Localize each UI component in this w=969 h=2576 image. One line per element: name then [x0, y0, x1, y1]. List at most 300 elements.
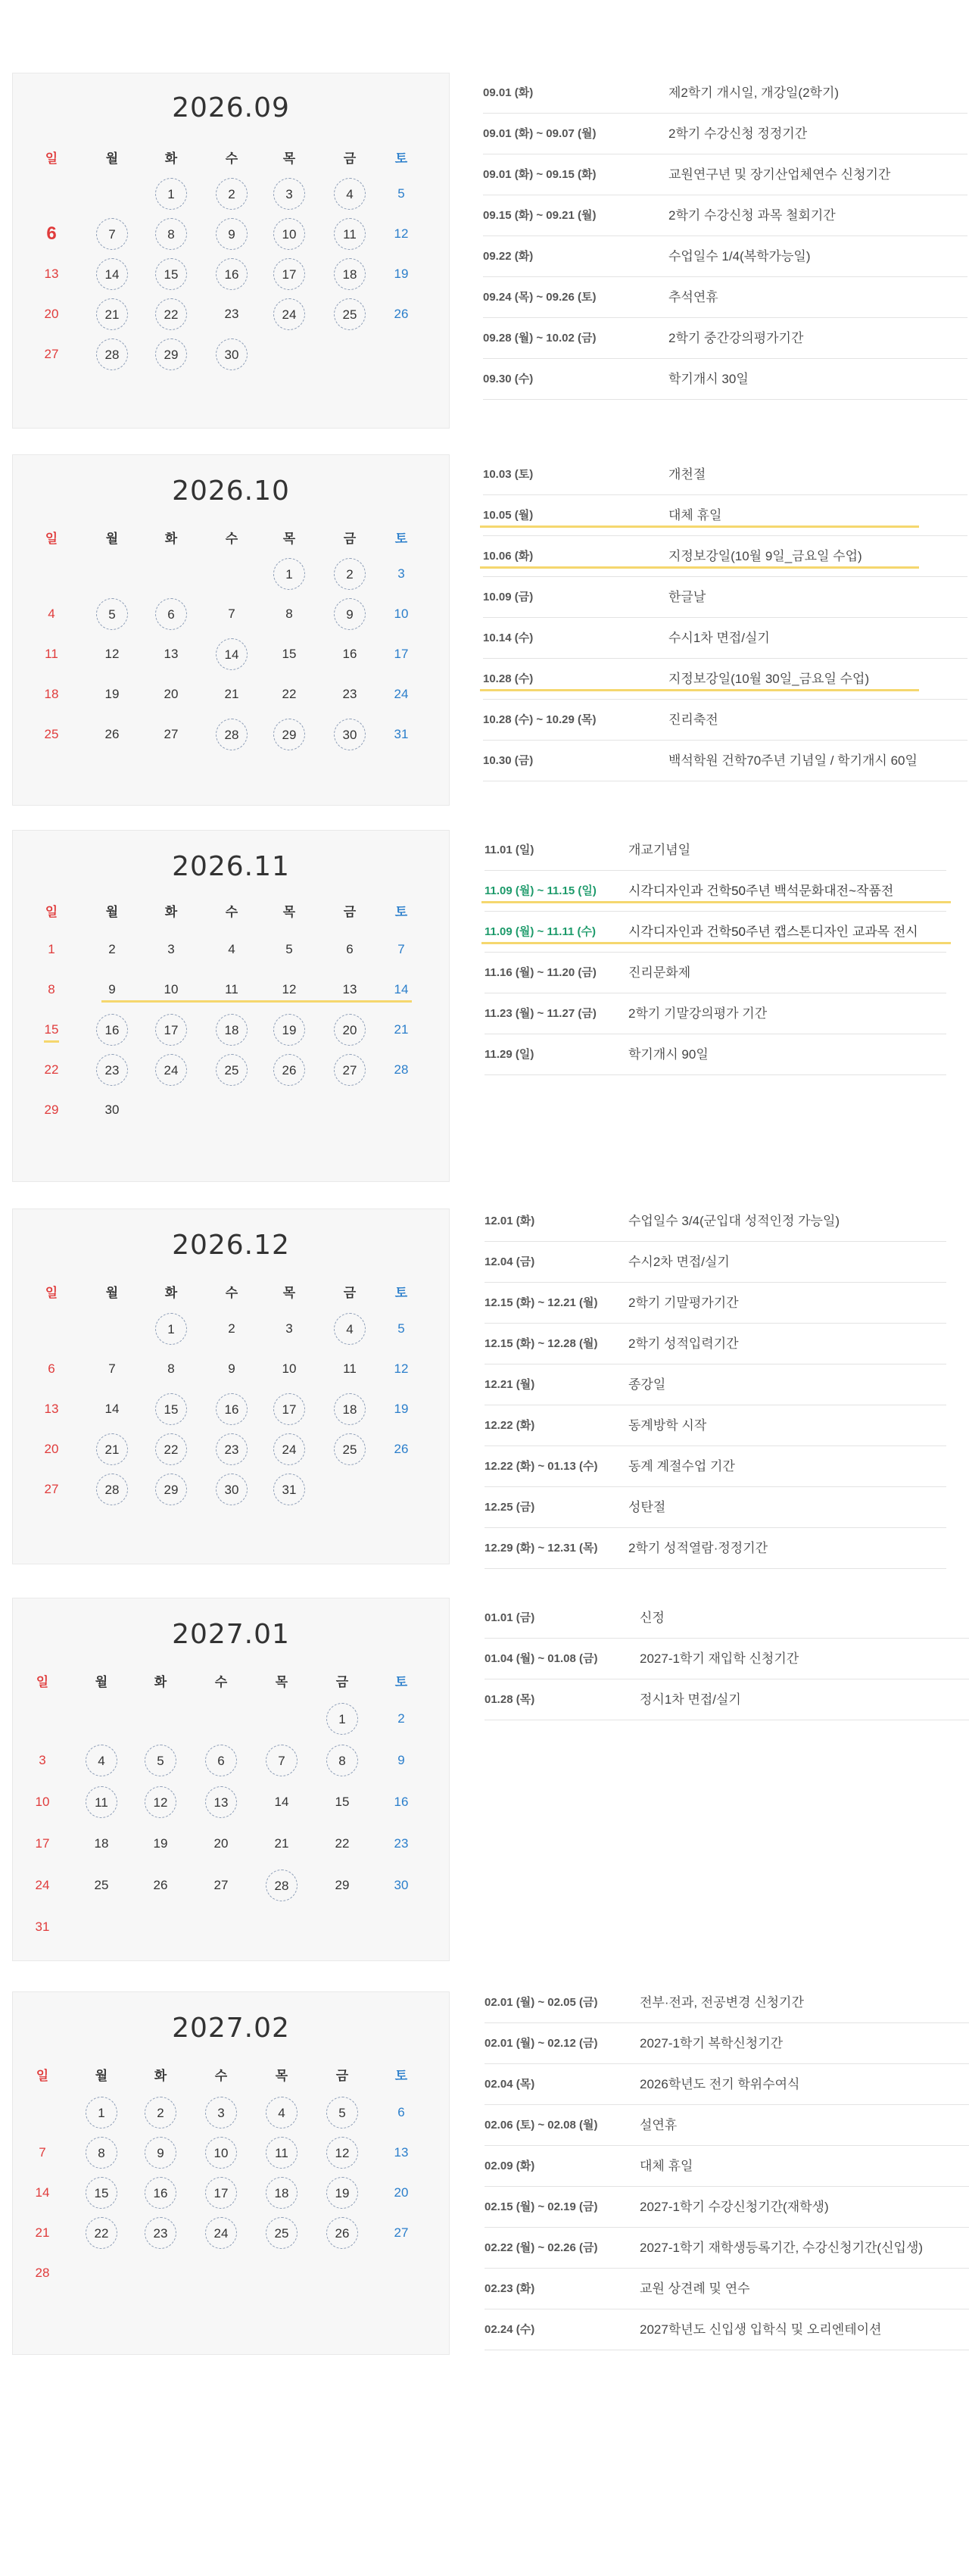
event-row[interactable] — [484, 830, 946, 871]
event-date: 01.28 (목) — [484, 1693, 535, 1706]
weekday-header: 토 — [394, 1286, 408, 1300]
event-title: 설연휴 — [640, 2118, 678, 2132]
event-row[interactable] — [483, 577, 967, 618]
calendar-panel — [12, 454, 450, 806]
calendar-day[interactable]: 15 — [155, 1393, 187, 1425]
calendar-day[interactable]: 22 — [155, 1433, 187, 1465]
weekday-header: 수 — [225, 905, 238, 919]
event-highlight-bar — [481, 942, 951, 944]
calendar-day[interactable]: 16 — [216, 1393, 248, 1425]
calendar-day[interactable]: 24 — [273, 1433, 305, 1465]
calendar-day[interactable]: 17 — [155, 1014, 187, 1046]
event-row[interactable] — [484, 871, 946, 912]
calendar-day[interactable]: 12 — [326, 2137, 358, 2169]
calendar-day[interactable]: 28 — [96, 1474, 128, 1505]
event-date: 12.22 (화) — [484, 1419, 535, 1432]
event-row[interactable] — [484, 1639, 969, 1679]
calendar-day[interactable]: 25 — [266, 2217, 298, 2249]
event-date: 12.04 (금) — [484, 1255, 535, 1268]
calendar-day[interactable]: 22 — [44, 1062, 59, 1077]
calendar-day[interactable]: 25 — [334, 298, 366, 330]
calendar-day[interactable]: 4 — [228, 942, 235, 956]
calendar-day[interactable]: 15 — [44, 1022, 59, 1037]
calendar-day[interactable]: 9 — [108, 982, 116, 996]
calendar-day[interactable]: 7 — [39, 2145, 46, 2160]
calendar-day[interactable]: 19 — [326, 2177, 358, 2209]
calendar-day[interactable]: 31 — [394, 727, 409, 741]
event-row[interactable] — [484, 2309, 969, 2350]
calendar-day[interactable]: 5 — [397, 186, 405, 201]
calendar-day[interactable]: 23 — [342, 687, 357, 701]
calendar-day[interactable]: 14 — [274, 1795, 289, 1809]
weekday-header: 월 — [95, 2069, 108, 2083]
calendar-day[interactable]: 14 — [35, 2185, 50, 2200]
calendar-day[interactable]: 12 — [145, 1786, 176, 1818]
event-date: 11.29 (일) — [484, 1048, 534, 1061]
event-title: 진리축전 — [668, 713, 718, 727]
weekday-header: 월 — [105, 532, 119, 546]
calendar-day[interactable]: 24 — [273, 298, 305, 330]
calendar-day[interactable]: 21 — [394, 1022, 409, 1037]
calendar-day[interactable]: 14 — [104, 1402, 120, 1416]
calendar-day[interactable]: 17 — [273, 1393, 305, 1425]
calendar-day[interactable]: 16 — [96, 1014, 128, 1046]
event-row[interactable] — [483, 454, 967, 495]
calendar-day[interactable]: 30 — [334, 719, 366, 750]
event-row[interactable] — [484, 2064, 969, 2105]
calendar-day[interactable]: 5 — [326, 2097, 358, 2128]
event-title: 학기개시 90일 — [628, 1047, 709, 1062]
calendar-day[interactable]: 11 — [266, 2137, 298, 2169]
calendar-day[interactable]: 2 — [397, 1711, 405, 1726]
event-row[interactable] — [484, 1283, 946, 1324]
calendar-day[interactable]: 18 — [334, 258, 366, 290]
event-row[interactable] — [483, 741, 967, 781]
event-row[interactable] — [484, 2146, 969, 2187]
calendar-day[interactable]: 7 — [228, 607, 235, 621]
calendar-day[interactable]: 31 — [273, 1474, 305, 1505]
calendar-day[interactable]: 22 — [155, 298, 187, 330]
calendar-day[interactable]: 28 — [266, 1870, 298, 1901]
calendar-day[interactable]: 9 — [145, 2137, 176, 2169]
calendar-day[interactable]: 21 — [96, 1433, 128, 1465]
month-section — [12, 1991, 969, 2355]
calendar-day[interactable]: 23 — [96, 1054, 128, 1086]
calendar-day[interactable]: 4 — [48, 607, 55, 621]
calendar-day[interactable]: 20 — [394, 2185, 409, 2200]
calendar-day[interactable]: 9 — [216, 218, 248, 250]
event-date: 02.22 (월) ~ 02.26 (금) — [484, 2241, 598, 2254]
event-row[interactable] — [483, 618, 967, 659]
calendar-day[interactable]: 26 — [394, 307, 409, 321]
event-title: 대체 휴일 — [640, 2159, 693, 2173]
calendar-day[interactable]: 8 — [167, 1361, 175, 1376]
calendar-day[interactable]: 1 — [273, 558, 305, 590]
calendar-day[interactable]: 14 — [96, 258, 128, 290]
event-title: 정시1차 면접/실기 — [640, 1692, 741, 1707]
calendar-day[interactable]: 28 — [216, 719, 248, 750]
calendar-day[interactable]: 21 — [224, 687, 239, 701]
calendar-day[interactable]: 10 — [164, 982, 179, 996]
calendar-day[interactable]: 18 — [334, 1393, 366, 1425]
event-title: 대체 휴일 — [668, 508, 722, 522]
calendar-day[interactable]: 8 — [326, 1745, 358, 1776]
event-row[interactable] — [484, 1446, 946, 1487]
calendar-day[interactable]: 11 — [343, 1361, 357, 1376]
calendar-day[interactable]: 19 — [273, 1014, 305, 1046]
calendar-day[interactable]: 23 — [224, 307, 239, 321]
calendar-day[interactable]: 17 — [205, 2177, 237, 2209]
event-date: 10.28 (수) ~ 10.29 (목) — [483, 713, 597, 726]
calendar-day[interactable]: 26 — [273, 1054, 305, 1086]
calendar-day[interactable]: 5 — [397, 1321, 405, 1336]
calendar-day[interactable]: 23 — [394, 1836, 409, 1851]
calendar-day[interactable]: 16 — [342, 647, 357, 661]
weekday-header: 월 — [105, 151, 119, 166]
calendar-day[interactable]: 10 — [282, 1361, 297, 1376]
calendar-day[interactable]: 21 — [96, 298, 128, 330]
calendar-day[interactable]: 10 — [273, 218, 305, 250]
calendar-day[interactable]: 25 — [44, 727, 59, 741]
calendar-day[interactable]: 29 — [155, 338, 187, 370]
event-title: 진리문화제 — [628, 965, 691, 980]
calendar-day[interactable]: 10 — [205, 2137, 237, 2169]
event-date: 02.23 (화) — [484, 2282, 535, 2295]
event-row[interactable] — [484, 1405, 946, 1446]
calendar-day[interactable]: 6 — [205, 1745, 237, 1776]
event-row[interactable] — [484, 1679, 969, 1720]
calendar-day[interactable]: 16 — [394, 1795, 409, 1809]
calendar-day[interactable]: 4 — [334, 1313, 366, 1345]
calendar-day[interactable]: 9 — [397, 1753, 405, 1767]
event-date: 09.30 (수) — [483, 373, 534, 385]
calendar-day[interactable]: 29 — [44, 1102, 59, 1117]
calendar-day[interactable]: 24 — [394, 687, 409, 701]
calendar-day[interactable]: 30 — [104, 1102, 120, 1117]
calendar-day[interactable]: 3 — [285, 1321, 293, 1336]
event-date: 09.15 (화) ~ 09.21 (월) — [483, 209, 597, 222]
calendar-day[interactable]: 8 — [155, 218, 187, 250]
event-row[interactable] — [484, 2269, 969, 2309]
event-row[interactable] — [484, 2105, 969, 2146]
calendar-panel — [12, 1598, 450, 1961]
event-date: 12.15 (화) ~ 12.28 (월) — [484, 1337, 598, 1350]
calendar-day[interactable]: 8 — [48, 982, 55, 996]
event-row[interactable] — [484, 1364, 946, 1405]
event-title: 2학기 성적입력기간 — [628, 1336, 739, 1351]
calendar-title: 2026.09 — [172, 92, 290, 123]
event-date: 09.24 (목) ~ 09.26 (토) — [483, 291, 597, 304]
calendar-day[interactable]: 20 — [213, 1836, 229, 1851]
calendar-day[interactable]: 9 — [334, 598, 366, 630]
calendar-day[interactable]: 19 — [104, 687, 120, 701]
calendar-day[interactable]: 26 — [394, 1442, 409, 1456]
calendar-day[interactable]: 24 — [35, 1878, 50, 1892]
calendar-day[interactable]: 5 — [145, 1745, 176, 1776]
calendar-day[interactable]: 3 — [205, 2097, 237, 2128]
event-title: 2학기 수강신청 과목 철회기간 — [668, 208, 836, 223]
calendar-day[interactable]: 2 — [145, 2097, 176, 2128]
event-row[interactable] — [484, 953, 946, 993]
event-row[interactable] — [484, 1598, 969, 1639]
calendar-day[interactable]: 3 — [397, 566, 405, 581]
weekday-header: 수 — [214, 2069, 228, 2083]
weekday-header: 화 — [164, 532, 178, 546]
calendar-day[interactable]: 7 — [96, 218, 128, 250]
calendar-day[interactable]: 19 — [394, 267, 409, 281]
calendar-day[interactable]: 7 — [108, 1361, 116, 1376]
event-row[interactable] — [483, 236, 967, 277]
calendar-day[interactable]: 27 — [44, 347, 59, 361]
calendar-day[interactable]: 23 — [145, 2217, 176, 2249]
calendar-day[interactable]: 27 — [394, 2225, 409, 2240]
month-section — [12, 1598, 969, 1961]
event-row[interactable] — [484, 2187, 969, 2228]
calendar-day[interactable]: 13 — [342, 982, 357, 996]
event-highlight-bar — [480, 689, 919, 691]
calendar-day[interactable]: 6 — [397, 2105, 405, 2119]
event-date: 11.09 (월) ~ 11.15 (일) — [484, 884, 597, 897]
event-title: 전부·전과, 전공변경 신청기간 — [640, 1995, 804, 2010]
calendar-day[interactable]: 25 — [216, 1054, 248, 1086]
calendar-day[interactable]: 8 — [285, 607, 293, 621]
calendar-day[interactable]: 30 — [216, 338, 248, 370]
calendar-day[interactable]: 2 — [334, 558, 366, 590]
calendar-day[interactable]: 1 — [155, 1313, 187, 1345]
calendar-day[interactable]: 11 — [225, 982, 238, 996]
event-row[interactable] — [483, 359, 967, 400]
calendar-day[interactable]: 20 — [164, 687, 179, 701]
calendar-day[interactable]: 24 — [155, 1054, 187, 1086]
weekday-header: 목 — [282, 151, 296, 166]
calendar-day[interactable]: 20 — [44, 307, 59, 321]
event-title: 2학기 기말강의평가 기간 — [628, 1006, 768, 1021]
calendar-day[interactable]: 20 — [44, 1442, 59, 1456]
calendar-day[interactable]: 24 — [205, 2217, 237, 2249]
calendar-day[interactable]: 23 — [216, 1433, 248, 1465]
calendar-day[interactable]: 18 — [44, 687, 59, 701]
calendar-day[interactable]: 10 — [35, 1795, 50, 1809]
event-row[interactable] — [483, 195, 967, 236]
calendar-day[interactable]: 30 — [216, 1474, 248, 1505]
calendar-day[interactable]: 3 — [167, 942, 175, 956]
calendar-day[interactable]: 15 — [282, 647, 297, 661]
calendar-day[interactable]: 15 — [155, 258, 187, 290]
calendar-day[interactable]: 5 — [96, 598, 128, 630]
weekday-header: 토 — [394, 2069, 408, 2083]
calendar-day[interactable]: 16 — [145, 2177, 176, 2209]
event-row[interactable] — [484, 1242, 946, 1283]
calendar-day[interactable]: 12 — [104, 647, 120, 661]
month-section — [12, 73, 969, 429]
calendar-day[interactable]: 22 — [86, 2217, 117, 2249]
month-section — [12, 454, 969, 806]
week-highlight-bar — [101, 1000, 412, 1003]
calendar-day[interactable]: 30 — [394, 1878, 409, 1892]
calendar-day[interactable]: 26 — [153, 1878, 168, 1892]
event-date: 02.24 (수) — [484, 2323, 535, 2336]
calendar-day[interactable]: 29 — [155, 1474, 187, 1505]
calendar-day[interactable]: 25 — [94, 1878, 109, 1892]
calendar-day[interactable]: 14 — [216, 638, 248, 670]
event-title: 2027학년도 신입생 입학식 및 오리엔테이션 — [640, 2322, 882, 2337]
event-row[interactable] — [483, 277, 967, 318]
event-row[interactable] — [483, 700, 967, 741]
calendar-day[interactable]: 6 — [46, 223, 57, 244]
calendar-title: 2026.12 — [172, 1230, 290, 1261]
calendar-day[interactable]: 12 — [394, 226, 409, 241]
event-row[interactable] — [484, 1487, 946, 1528]
event-row[interactable] — [484, 1034, 946, 1075]
event-title: 2학기 성적열람·정정기간 — [628, 1541, 768, 1555]
week-highlight-bar — [44, 1040, 59, 1043]
calendar-day[interactable]: 20 — [334, 1014, 366, 1046]
event-row[interactable] — [484, 1528, 946, 1569]
event-row[interactable] — [483, 659, 967, 700]
calendar-day[interactable]: 5 — [285, 942, 293, 956]
weekday-header: 일 — [45, 151, 58, 166]
event-row[interactable] — [484, 1201, 946, 1242]
calendar-day[interactable]: 8 — [86, 2137, 117, 2169]
calendar-day[interactable]: 7 — [266, 1745, 298, 1776]
calendar-day[interactable]: 31 — [35, 1920, 50, 1934]
calendar-day[interactable]: 15 — [86, 2177, 117, 2209]
calendar-title: 2027.02 — [172, 2013, 290, 2044]
event-title: 수업일수 3/4(군입대 성적인정 가능일) — [628, 1214, 840, 1228]
weekday-header: 금 — [343, 532, 357, 546]
event-row[interactable] — [484, 1324, 946, 1364]
calendar-day[interactable]: 17 — [35, 1836, 50, 1851]
calendar-day[interactable]: 22 — [335, 1836, 350, 1851]
weekday-header: 목 — [275, 1675, 288, 1689]
event-title: 수시2차 면접/실기 — [628, 1255, 730, 1269]
calendar-day[interactable]: 6 — [48, 1361, 55, 1376]
calendar-panel — [12, 830, 450, 1182]
calendar-day[interactable]: 3 — [273, 178, 305, 210]
calendar-day[interactable]: 11 — [45, 647, 58, 661]
calendar-day[interactable]: 15 — [335, 1795, 350, 1809]
calendar-day[interactable]: 28 — [96, 338, 128, 370]
event-date: 09.01 (화) — [483, 86, 534, 99]
calendar-day[interactable]: 28 — [35, 2266, 50, 2280]
calendar-day[interactable]: 27 — [164, 727, 179, 741]
calendar-day[interactable]: 22 — [282, 687, 297, 701]
calendar-day[interactable]: 11 — [334, 218, 366, 250]
calendar-day[interactable]: 18 — [94, 1836, 109, 1851]
calendar-day[interactable]: 27 — [44, 1482, 59, 1496]
calendar-day[interactable]: 1 — [48, 942, 55, 956]
weekday-header: 금 — [343, 1286, 357, 1300]
calendar-day[interactable]: 13 — [394, 2145, 409, 2160]
event-title: 2027-1학기 재입학 신청기간 — [640, 1651, 799, 1666]
calendar-day[interactable]: 29 — [273, 719, 305, 750]
event-date: 10.14 (수) — [483, 632, 534, 644]
event-title: 개천절 — [668, 467, 706, 482]
calendar-day[interactable]: 21 — [274, 1836, 289, 1851]
weekday-header: 금 — [335, 2069, 349, 2083]
calendar-day[interactable]: 12 — [394, 1361, 409, 1376]
event-date: 10.06 (화) — [483, 550, 534, 563]
event-title: 동계방학 시작 — [628, 1418, 707, 1433]
calendar-day[interactable]: 3 — [39, 1753, 46, 1767]
event-title: 시각디자인과 건학50주년 캡스톤디자인 교과목 전시 — [628, 925, 918, 939]
calendar-day[interactable]: 4 — [266, 2097, 298, 2128]
weekday-header: 토 — [394, 905, 408, 919]
event-date: 02.15 (월) ~ 02.19 (금) — [484, 2200, 598, 2213]
calendar-day[interactable]: 17 — [273, 258, 305, 290]
event-date: 02.01 (월) ~ 02.12 (금) — [484, 2037, 598, 2050]
calendar-day[interactable]: 6 — [346, 942, 354, 956]
calendar-day[interactable]: 2 — [216, 178, 248, 210]
weekday-header: 일 — [45, 905, 58, 919]
calendar-day[interactable]: 25 — [334, 1433, 366, 1465]
calendar-day[interactable]: 1 — [86, 2097, 117, 2128]
calendar-day[interactable]: 9 — [228, 1361, 235, 1376]
calendar-title: 2027.01 — [172, 1619, 290, 1650]
event-row[interactable] — [484, 2228, 969, 2269]
calendar-day[interactable]: 13 — [44, 1402, 59, 1416]
event-title: 2026학년도 전기 학위수여식 — [640, 2077, 800, 2091]
calendar-day[interactable]: 18 — [216, 1014, 248, 1046]
event-title: 동계 계절수업 기간 — [628, 1459, 735, 1474]
event-row[interactable] — [483, 536, 967, 577]
calendar-day[interactable]: 19 — [394, 1402, 409, 1416]
weekday-header: 목 — [282, 1286, 296, 1300]
event-row[interactable] — [484, 993, 946, 1034]
event-title: 2학기 중간강의평가기간 — [668, 331, 804, 345]
calendar-day[interactable]: 2 — [108, 942, 116, 956]
calendar-day[interactable]: 21 — [35, 2225, 50, 2240]
calendar-day[interactable]: 18 — [266, 2177, 298, 2209]
weekday-header: 토 — [394, 1675, 408, 1689]
event-row[interactable] — [483, 154, 967, 195]
event-row[interactable] — [483, 495, 967, 536]
calendar-day[interactable]: 29 — [335, 1878, 350, 1892]
calendar-day[interactable]: 4 — [334, 178, 366, 210]
calendar-day[interactable]: 27 — [334, 1054, 366, 1086]
event-title: 수시1차 면접/실기 — [668, 631, 770, 645]
event-row[interactable] — [484, 1982, 969, 2023]
calendar-day[interactable]: 10 — [394, 607, 409, 621]
calendar-day[interactable]: 2 — [228, 1321, 235, 1336]
calendar-day[interactable]: 6 — [155, 598, 187, 630]
calendar-day[interactable]: 7 — [397, 942, 405, 956]
event-date: 09.01 (화) ~ 09.15 (화) — [483, 168, 597, 181]
event-row[interactable] — [483, 73, 967, 114]
event-row[interactable] — [484, 912, 946, 953]
calendar-day[interactable]: 26 — [104, 727, 120, 741]
calendar-day[interactable]: 1 — [155, 178, 187, 210]
calendar-day[interactable]: 11 — [86, 1786, 117, 1818]
calendar-day[interactable]: 28 — [394, 1062, 409, 1077]
calendar-day[interactable]: 19 — [153, 1836, 168, 1851]
calendar-day[interactable]: 14 — [394, 982, 409, 996]
calendar-day[interactable]: 13 — [205, 1786, 237, 1818]
calendar-day[interactable]: 12 — [282, 982, 297, 996]
calendar-day[interactable]: 27 — [213, 1878, 229, 1892]
event-row[interactable] — [484, 2023, 969, 2064]
event-row[interactable] — [483, 318, 967, 359]
calendar-day[interactable]: 1 — [326, 1703, 358, 1735]
calendar-day[interactable]: 13 — [164, 647, 179, 661]
calendar-day[interactable]: 26 — [326, 2217, 358, 2249]
event-row[interactable] — [483, 114, 967, 154]
calendar-day[interactable]: 4 — [86, 1745, 117, 1776]
calendar-panel — [12, 1991, 450, 2355]
calendar-day[interactable]: 16 — [216, 258, 248, 290]
calendar-day[interactable]: 17 — [394, 647, 409, 661]
calendar-day[interactable]: 13 — [44, 267, 59, 281]
